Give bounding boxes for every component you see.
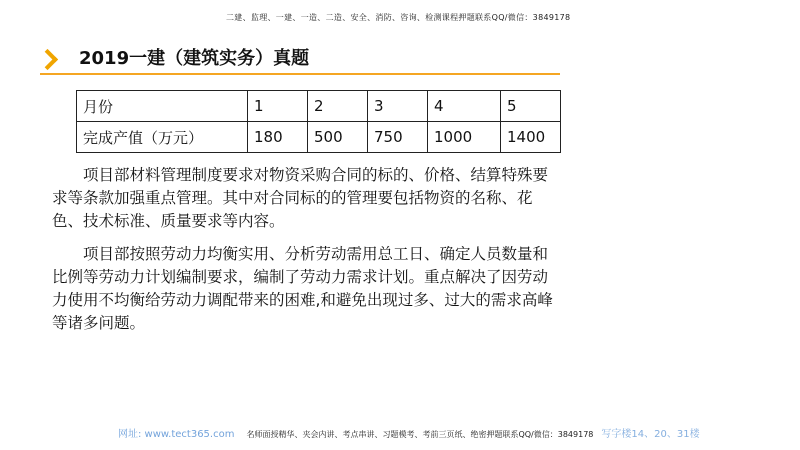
- table-row-months: [77, 91, 561, 122]
- table-header-cell: 完成产值（万元）: [77, 122, 248, 153]
- table-cell: 1: [248, 91, 308, 122]
- title-underline: [40, 73, 560, 75]
- paragraph-material-management: [52, 164, 562, 233]
- table-header-cell: 月份: [77, 91, 248, 122]
- table-row-values: [77, 122, 561, 153]
- table-cell: 500: [308, 122, 368, 153]
- table-cell: 4: [428, 91, 501, 122]
- footer-contact: 名师面授精华、夹会内讲、考点串讲、习题模考、考前三页纸、绝密押题联系QQ/微信：3849178: [246, 430, 594, 439]
- table-cell: 1000: [428, 122, 501, 153]
- slide-title: 2019一建（建筑实务）真题: [79, 48, 310, 69]
- paragraph-labor-plan: [52, 243, 562, 335]
- output-value-table: [76, 90, 561, 153]
- table-cell: 3: [368, 91, 428, 122]
- table-cell: 1400: [501, 122, 561, 153]
- table-cell: 5: [501, 91, 561, 122]
- table-cell: 180: [248, 122, 308, 153]
- paragraph-text: 项目部材料管理制度要求对物资采购合同的标的、价格、结算特殊要求等条款加强重点管理。其中对合同标的的管理要包括物资的名称、花色、技术标准、质量要求等内容。: [52, 166, 549, 230]
- chevron-right-icon: [37, 48, 58, 69]
- table-cell: 750: [368, 122, 428, 153]
- slide-header: [40, 44, 309, 70]
- footer-website: 网址: www.tect365.com: [118, 429, 235, 440]
- table-cell: 2: [308, 91, 368, 122]
- paragraph-text: 项目部按照劳动力均衡实用、分析劳动需用总工日、确定人员数量和比例等劳动力计划编制要求，编制了劳动力需求计划。重点解决了因劳动力使用不均衡给劳动力调配带来的困难,和避免出现过多、过大的需求高峰等诸多问题。: [52, 245, 553, 332]
- footer-bar: [118, 425, 738, 440]
- top-contact-banner: 二建、监理、一建、一造、二造、安全、消防、咨询、检测课程押题联系QQ/微信：3849178: [226, 13, 571, 22]
- footer-address: 写字楼14、20、31楼: [601, 429, 700, 440]
